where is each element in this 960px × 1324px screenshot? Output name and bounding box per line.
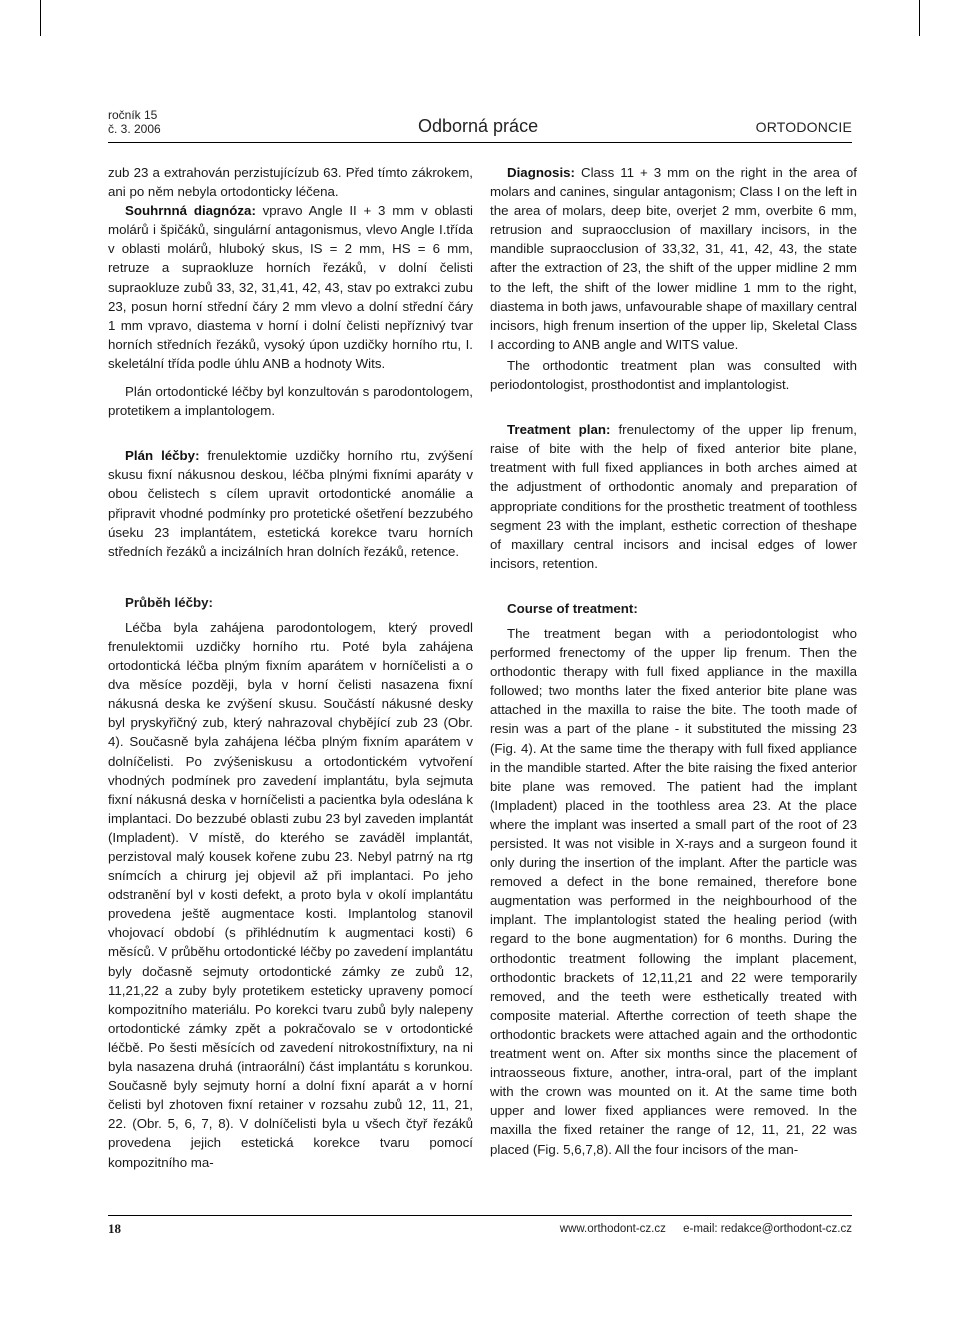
page-number: 18 — [108, 1221, 121, 1236]
crop-mark — [40, 0, 41, 36]
paragraph-course-en: The treatment began with a periodontologist who performed frenectomy of the upper lip frenum. Then the orthodontic therapy with full fixed appliance in the maxilla followed; two months later the fixed anterior bite plane was attached in the maxilla to raise the bite. The tooth made of resin was a part of the plane - it substituted the missing 23 (Fig. 4). At the same time the therapy with full fixed appliance in the mandible started. After the bite raising the fixed anterior bite plane was removed. The patient had the implant (Impladent) placed in the toothless area 23. At the place where the implant was inserted a small part of the root of 23 persisted. It was not visible in X-rays and a surgeon found it only during the insertion of the implant. After the particle was removed a defect in the bone remained, therefore bone augmentation was performed in the neighbourhood of the implant. The implantologist stated the healing period (with regard to the bone augmentation) for 6 months. During the orthodontic treatment following the implant placement, orthodontic brackets of 12,11,21 and 22 were temporarily removed, and the teeth were esthetically treated with composite material. Afterthe correction of teeth shape the orthodontic brackets were attached again and the orthodontic treatment went on. After six months since the placement of intraosseous fixture, another, intra-oral, part of the implant with the crown was mounted on it. At the same time both upper and lower fixed appliances were removed. In the maxilla the fixed retainer the range of 12, 11, 21, 22 was placed (Fig. 5,6,7,8). All the four incisors of the man- — [490, 625, 857, 1157]
footer-contacts — [560, 1223, 852, 1235]
plan-text-en: frenulectomy of the upper lip frenum, raise of bite with the help of fixed anterior bite plane, treatment with full fixed appliances in both arches aimed at the adjustment of orthodontic anomaly and preparation of appropriate conditions for the prosthetic treatment of toothless segment 23 with the implant, esthetic correction of theshape of maxillary central incisors and incisal edges of lower incisors, retention. — [490, 422, 857, 571]
english-column — [490, 163, 857, 1159]
diagnosis-text: vpravo Angle II + 3 mm v oblasti molárů i špičáků, singulární antagonismus, vlevo Angle I.třída v oblasti molárů, hluboký skus, IS = 2 mm, HS = 6 mm, retruze a supraokluze horních řezáků, v dolní čelisti supraokluze zubů 33, 32, 31,41, 42, 43, stav po extrakci zubu 23, posun horní střední čáry 2 mm vlevo a dolní střední čáry 1 mm vpravo, diastema v horní i dolní čelisti nepříznivý tvar horních středních řezáků, vysoký úpon uzdičky horního rtu, I. skeletální třída podle úhlu ANB a hodnoty Wits. — [108, 203, 473, 371]
email-link[interactable]: e-mail: redakce@orthodont-cz.cz — [683, 1223, 852, 1235]
section-label: ORTODONCIE — [755, 119, 852, 135]
diagnosis-label-en: Diagnosis: — [507, 165, 575, 180]
footer-divider — [108, 1215, 852, 1216]
plan-label-en: Treatment plan: — [507, 422, 611, 438]
course-heading-en: Course of treatment: — [507, 600, 638, 616]
diagnosis-label: Souhrnná diagnóza: — [125, 203, 256, 219]
paragraph-consultation-en: The orthodontic treatment plan was consulted with periodontologist, prosthodontist and implantologist. — [490, 357, 857, 393]
crop-mark — [919, 0, 920, 36]
diagnosis-text-en: Class 11 + 3 mm on the right in the area of molars and canines, singular antagonism; Class I on the left in the area of molars, deep bite, overjet 2 mm, overbite 6 mm, retrusion and supraocclusion of maxillary incisors, in the mandible supraocclusion of 33,32, 31, 41, 42, 43, the state after the extraction of 23, the shift of the upper midline 2 mm to the left, the shift of the lower midline 1 mm to the right, diastema in both jaws, unfavourable shape of maxillary central incisors, high frenum insertion of the upper lip, Skeletal Class I according to ANB angle and WITS value. — [490, 165, 857, 352]
plan-text: frenulektomie uzdičky horního rtu, zvýšení skusu fixní nákusnou deskou, léčba plnými fixními aparáty v obou čelistech s cílem upravit ortodontické anomálie a připravit vhodné podmínky pro protetické ošetření bezzubého úseku 23 implantátem, estetická korekce tvaru horních středních řezáků a incizálních hran dolních řezáků, retence. — [108, 448, 473, 559]
issue-info — [108, 108, 161, 136]
paragraph-plan — [108, 446, 473, 561]
paragraph-diagnosis — [108, 201, 473, 373]
paragraph-consultation: Plán ortodontické léčby byl konzultován s parodontologem, protetikem a implantologem. — [108, 384, 473, 419]
website-link[interactable]: www.orthodont-cz.cz — [559, 1223, 666, 1235]
czech-column — [108, 163, 473, 1172]
volume-label: ročník 15 — [108, 108, 158, 122]
paragraph-diagnosis-en — [490, 163, 857, 354]
header-divider — [108, 142, 852, 143]
plan-label: Plán léčby: — [125, 448, 200, 464]
page-title: Odborná práce — [418, 116, 539, 136]
course-heading: Průběh léčby: — [125, 594, 213, 610]
paragraph-course: Léčba byla zahájena parodontologem, který provedl frenulektomii uzdičky horního rtu. Poté byla zahájena ortodontická léčba plným fixním aparátem v horníčelisti a o dva měsíce později, byla v horní čelisti nasazena fixní nákusná deska ke zvýšení skusu. Součástí nákusné desky byl pryskyřičný zub, který nahrazoval chybějící zub 23 (Obr. 4). Současně byla zahájena léčba plným fixním aparátem v dolníčelisti. Po zvýšeniskusu a ortodontickém vytvoření vhodných podmínek pro zavedení implantátu, byla sejmuta fixní nákusná deska v horníčelisti a pacientka byla odeslána k implantaci. Do bezzubé oblasti zubu 23 byl zaveden implantát (Impladent). V místě, do kterého se zaváděl implantát, perzistoval malý kousek kořene zubu 23. Nebyl patrný na rtg snímcích a chirurg jej objevil až při implantaci. Po jeho odstranění byl v kosti defekt, a proto byla v okolí implantátu provedena ještě augmentace kosti. Implantolog stanovil vhojovací období (s přihlédnutím k augmentaci kosti) 6 měsíců. V průběhu ortodontické léčby po zavedení implantátu byly dočasně sejmuty ortodontické zámky ze zubů 12, 11,21,22 a zuby byly protetikem esteticky upraveny pomocí kompozitního materiálu. Po korekci tvaru zubů byly nalepeny ortodontické zámky zpět a pokračovalo se v ortodontické léčbě. Po šesti měsících od zavedení nitrokostnífixtury, na ni byla nasazena druhá (intraorální) část implantátu s korunkou. Současně byly sejmuty horní a dolní fixní aparát a v horní čelisti byl zhotoven fixní retainer v rozsahu zubů 12, 11, 21, 22. (Obr. 5, 6, 7, 8). V dolníčelisti byla u všech čtyř řezáků provedena jejich estetická korekce tvaru pomocí kompozitního ma- — [108, 619, 473, 1170]
paragraph-plan-en — [490, 420, 857, 573]
issue-label: č. 3. 2006 — [108, 122, 161, 136]
paragraph-history: zub 23 a extrahován perzistujícízub 63. Před tímto zákrokem, ani po něm nebyla ortodonticky léčena. — [108, 165, 473, 200]
